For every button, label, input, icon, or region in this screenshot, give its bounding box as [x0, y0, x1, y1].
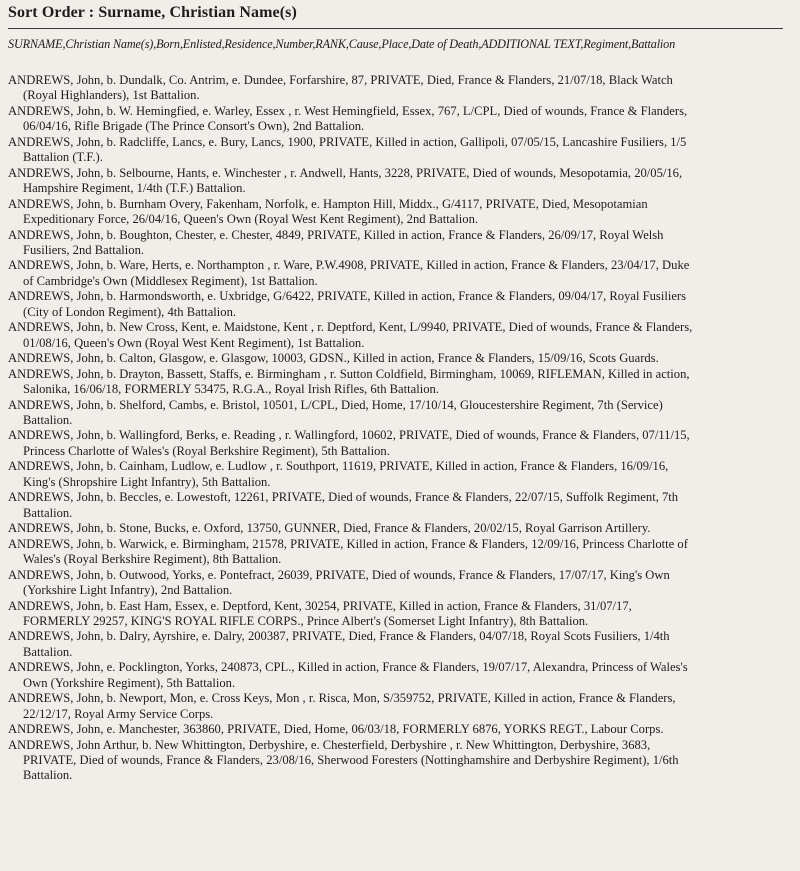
casualty-entry: ANDREWS, John, b. Burnham Overy, Fakenham, Norfolk, e. Hampton Hill, Middx., G/4117, PRIVATE, Died, Mesopotamian Expeditionary Force, 26/04/16, Queen's Own (Royal West Kent Regiment), 2nd Battalion.: [8, 196, 648, 227]
heading-divider: [8, 28, 783, 29]
casualty-entry: ANDREWS, John, b. Outwood, Yorks, e. Pontefract, 26039, PRIVATE, Died of wounds, France & Flanders, 17/07/17, King's Own (Yorkshire Light Infantry), 2nd Battalion.: [8, 567, 670, 597]
sort-order-heading: Sort Order : Surname, Christian Name(s): [8, 4, 297, 21]
casualty-entry: ANDREWS, John, b. Radcliffe, Lancs, e. Bury, Lancs, 1900, PRIVATE, Killed in action, Gallipoli, 07/05/15, Lancashire Fusiliers, 1/5 Battalion (T.F.).: [8, 134, 687, 165]
casualty-entry: ANDREWS, John, b. Dalry, Ayrshire, e. Dalry, 200387, PRIVATE, Died, France & Flanders, 04/07/18, Royal Scots Fusiliers, 1/4th Battalion.: [8, 629, 670, 659]
casualty-entry: ANDREWS, John, b. Warwick, e. Birmingham, 21578, PRIVATE, Killed in action, France & Flanders, 12/09/16, Princess Charlotte of Wales's (Royal Berkshire Regiment), 8th Battalion.: [8, 536, 688, 567]
field-legend: SURNAME,Christian Name(s),Born,Enlisted,Residence,Number,RANK,Cause,Place,Date of Death,ADDITIONAL TEXT,Regiment,Battalion: [8, 37, 676, 51]
casualty-entry: ANDREWS, John, b. Cainham, Ludlow, e. Ludlow , r. Southport, 11619, PRIVATE, Killed in action, France & Flanders, 16/09/16, King's (Shropshire Light Infantry), 5th Battalion.: [8, 459, 669, 489]
casualty-entry: ANDREWS, John, e. Manchester, 363860, PRIVATE, Died, Home, 06/03/18, FORMERLY 6876, YORKS REGT., Labour Corps.: [8, 722, 664, 737]
casualty-entry: ANDREWS, John Arthur, b. New Whittington, Derbyshire, e. Chesterfield, Derbyshire , r. New Whittington, Derbyshire, 3683, PRIVATE, Died of wounds, France & Flanders, 23/08/16, Sherwood Foresters (Nottinghamshire and Derbyshire Regiment), 1/6th Battalion.: [8, 737, 679, 783]
casualty-entry: ANDREWS, John, e. Pocklington, Yorks, 240873, CPL., Killed in action, France & Flanders, 19/07/17, Alexandra, Princess of Wales's Own (Yorkshire Regiment), 5th Battalion.: [8, 660, 688, 690]
casualty-entry: ANDREWS, John, b. New Cross, Kent, e. Maidstone, Kent , r. Deptford, Kent, L/9940, PRIVATE, Died of wounds, France & Flanders, 01/08/16, Queen's Own (Royal West Kent Regiment), 1st Battalion.: [8, 320, 693, 350]
casualty-entry: ANDREWS, John, b. Newport, Mon, e. Cross Keys, Mon , r. Risca, Mon, S/359752, PRIVATE, Killed in action, France & Flanders, 22/12/17, Royal Army Service Corps.: [8, 691, 676, 721]
casualty-entry: ANDREWS, John, b. Wallingford, Berks, e. Reading , r. Wallingford, 10602, PRIVATE, Died of wounds, France & Flanders, 07/11/15, Princess Charlotte of Wales's (Royal Berkshire Regiment), 5th Battalion.: [8, 428, 690, 458]
casualty-entry: ANDREWS, John, b. Ware, Herts, e. Northampton , r. Ware, P.W.4908, PRIVATE, Killed in action, France & Flanders, 23/04/17, Duke of Cambridge's Own (Middlesex Regiment), 1st Battalion.: [8, 258, 690, 288]
casualty-entry: ANDREWS, John, b. Boughton, Chester, e. Chester, 4849, PRIVATE, Killed in action, France & Flanders, 26/09/17, Royal Welsh Fusiliers, 2nd Battalion.: [8, 227, 664, 257]
casualty-entry: ANDREWS, John, b. W. Hemingfied, e. Warley, Essex , r. West Hemingfield, Essex, 767, L/CPL, Died of wounds, France & Flanders, 06/04/16, Rifle Brigade (The Prince Consort's Own), 2nd Battalion.: [8, 103, 688, 134]
casualty-entry-list: [8, 73, 698, 784]
casualty-entry: ANDREWS, John, b. Dundalk, Co. Antrim, e. Dundee, Forfarshire, 87, PRIVATE, Died, France & Flanders, 21/07/18, Black Watch (Royal Highlanders), 1st Battalion.: [8, 73, 673, 103]
casualty-entry: ANDREWS, John, b. Shelford, Cambs, e. Bristol, 10501, L/CPL, Died, Home, 17/10/14, Gloucestershire Regiment, 7th (Service) Battalion.: [8, 397, 663, 427]
casualty-entry: ANDREWS, John, b. Harmondsworth, e. Uxbridge, G/6422, PRIVATE, Killed in action, France & Flanders, 09/04/17, Royal Fusiliers (City of London Regiment), 4th Battalion.: [8, 289, 687, 319]
casualty-entry: ANDREWS, John, b. Beccles, e. Lowestoft, 12261, PRIVATE, Died of wounds, France & Flanders, 22/07/15, Suffolk Regiment, 7th Battalion.: [8, 490, 679, 520]
casualty-entry: ANDREWS, John, b. East Ham, Essex, e. Deptford, Kent, 30254, PRIVATE, Killed in action, France & Flanders, 31/07/17, FORMERLY 29257, KING'S ROYAL RIFLE CORPS., Prince Albert's (Somerset Light Infantry), 8th Battalion.: [8, 598, 632, 628]
casualty-entry: ANDREWS, John, b. Stone, Bucks, e. Oxford, 13750, GUNNER, Died, France & Flanders, 20/02/15, Royal Garrison Artillery.: [8, 521, 651, 536]
casualty-entry: ANDREWS, John, b. Calton, Glasgow, e. Glasgow, 10003, GDSN., Killed in action, France & Flanders, 15/09/16, Scots Guards.: [8, 351, 659, 366]
casualty-entry: ANDREWS, John, b. Drayton, Bassett, Staffs, e. Birmingham , r. Sutton Coldfield, Birmingham, 10069, RIFLEMAN, Killed in action, Salonika, 16/06/18, FORMERLY 53475, R.G.A., Royal Irish Rifles, 6th Battalion.: [8, 366, 690, 397]
casualty-entry: ANDREWS, John, b. Selbourne, Hants, e. Winchester , r. Andwell, Hants, 3228, PRIVATE, Died of wounds, Mesopotamia, 20/05/16, Hampshire Regiment, 1/4th (T.F.) Battalion.: [8, 165, 683, 196]
